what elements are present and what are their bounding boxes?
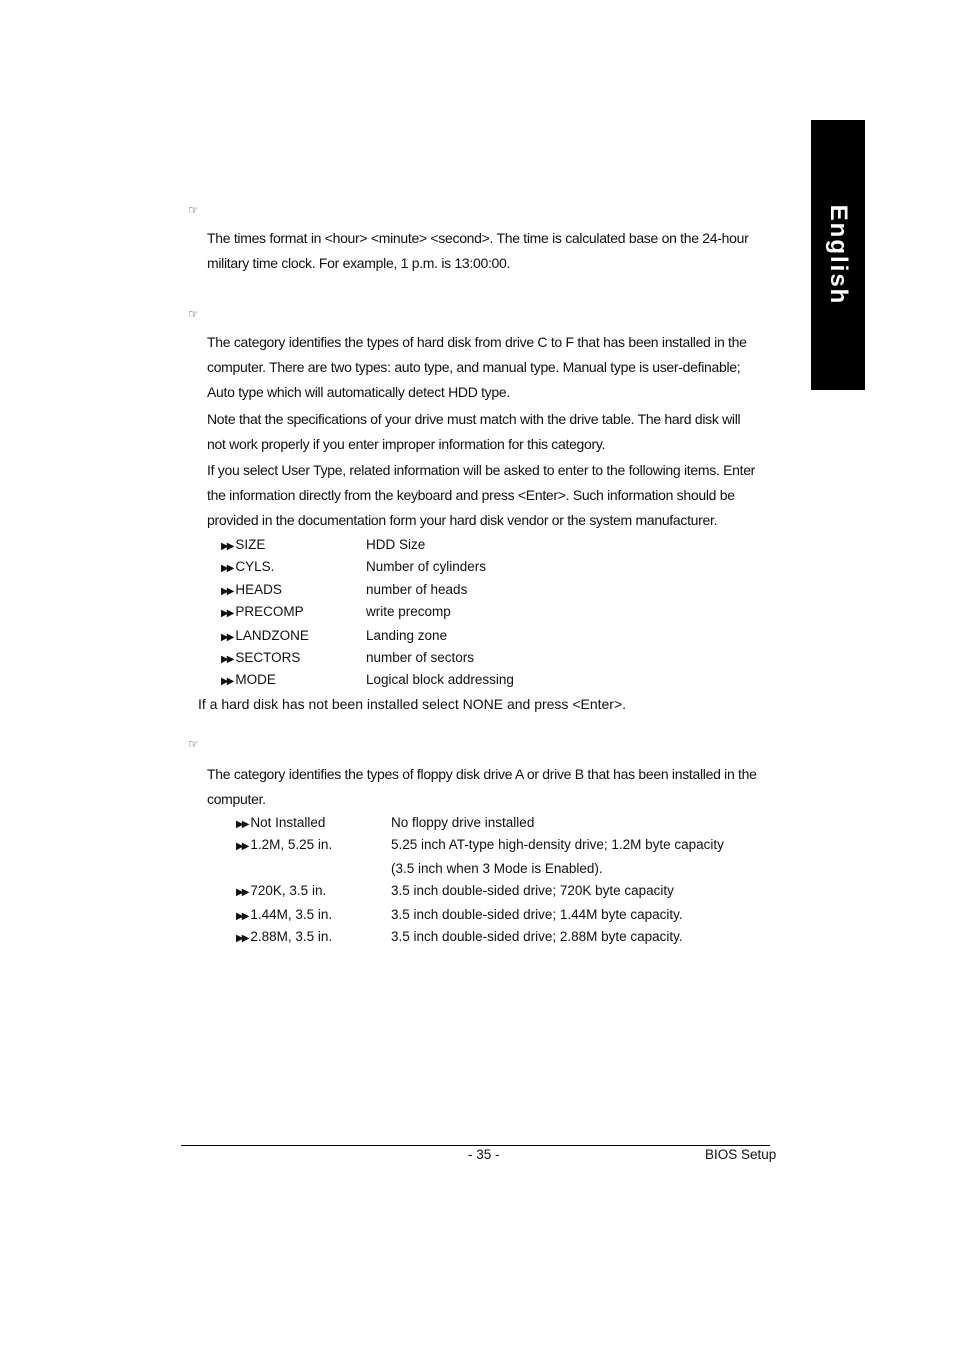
hdd-note-paragraph: Note that the specifications of your drive must match with the drive table. The hard disk will not work properly if you enter improper information for this category. — [207, 411, 741, 452]
list-item: ▶▶ 1.2M, 5.25 in. — [236, 837, 333, 852]
list-item: ▶▶ HEADS — [221, 582, 282, 597]
list-item-desc: write precomp — [366, 604, 451, 619]
double-arrow-icon: ▶▶ — [221, 676, 233, 687]
list-item: ▶▶ 720K, 3.5 in. — [236, 883, 327, 898]
no-hdd-note: If a hard disk has not been installed select NONE and press <Enter>. — [198, 696, 627, 712]
pointing-hand-icon: ☞ — [188, 737, 199, 751]
list-item: ▶▶ LANDZONE — [221, 628, 309, 643]
list-item-desc: Logical block addressing — [366, 672, 514, 687]
list-item: ▶▶ SECTORS — [221, 650, 301, 665]
double-arrow-icon: ▶▶ — [221, 608, 233, 619]
list-item-desc: No floppy drive installed — [391, 815, 535, 830]
double-arrow-icon: ▶▶ — [236, 911, 248, 922]
floppy-type-paragraph: The category identifies the types of floppy disk drive A or drive B that has been installed in the computer. — [207, 766, 757, 807]
list-item: ▶▶ PRECOMP — [221, 604, 304, 619]
pointing-hand-icon: ☞ — [188, 203, 199, 217]
list-item-desc: 3.5 inch double-sided drive; 1.44M byte capacity. — [391, 907, 683, 922]
list-item: ▶▶ CYLS. — [221, 559, 275, 574]
double-arrow-icon: ▶▶ — [221, 563, 233, 574]
double-arrow-icon: ▶▶ — [221, 632, 233, 643]
double-arrow-icon: ▶▶ — [221, 586, 233, 597]
double-arrow-icon: ▶▶ — [221, 654, 233, 665]
language-tab — [811, 120, 865, 390]
footer-divider — [181, 1145, 770, 1146]
hdd-user-type-paragraph: If you select User Type, related information will be asked to enter to the following items. Enter the information directly from the keyboard and press <Enter>. Such information should be provided in the documentation form your hard disk vendor or the system manufacturer. — [207, 462, 756, 528]
list-item: ▶▶ 2.88M, 3.5 in. — [236, 929, 333, 944]
double-arrow-icon: ▶▶ — [221, 541, 233, 552]
list-item: ▶▶ SIZE — [221, 537, 266, 552]
double-arrow-icon: ▶▶ — [236, 819, 248, 830]
double-arrow-icon: ▶▶ — [236, 887, 248, 898]
list-item-desc: 3.5 inch double-sided drive; 720K byte capacity — [391, 883, 674, 898]
list-item-desc: (3.5 inch when 3 Mode is Enabled). — [391, 861, 603, 876]
pointing-hand-icon: ☞ — [188, 307, 199, 321]
list-item: ▶▶ Not Installed — [236, 815, 326, 830]
list-item-desc: Landing zone — [366, 628, 448, 643]
language-tab-label: English — [825, 204, 852, 306]
double-arrow-icon: ▶▶ — [236, 841, 248, 852]
footer-title: BIOS Setup — [705, 1147, 777, 1162]
list-item-desc: number of sectors — [366, 650, 475, 665]
list-item-desc: Number of cylinders — [366, 559, 487, 574]
time-format-paragraph: The times format in <hour> <minute> <second>. The time is calculated base on the 24-hour military time clock. For example, 1 p.m. is 13:00:00. — [207, 230, 749, 271]
list-item-desc: 3.5 inch double-sided drive; 2.88M byte capacity. — [391, 929, 683, 944]
page-number: - 35 - — [468, 1147, 500, 1162]
double-arrow-icon: ▶▶ — [236, 933, 248, 944]
list-item-desc: number of heads — [366, 582, 468, 597]
list-item: ▶▶ 1.44M, 3.5 in. — [236, 907, 333, 922]
list-item: ▶▶ MODE — [221, 672, 276, 687]
hdd-type-paragraph: The category identifies the types of hard disk from drive C to F that has been installed in the computer. There are two types: auto type, and manual type. Manual type is user-definable; Auto type which will automatically detect HDD type. — [207, 334, 747, 400]
list-item-desc: 5.25 inch AT-type high-density drive; 1.2M byte capacity — [391, 837, 724, 852]
list-item-desc: HDD Size — [366, 537, 426, 552]
